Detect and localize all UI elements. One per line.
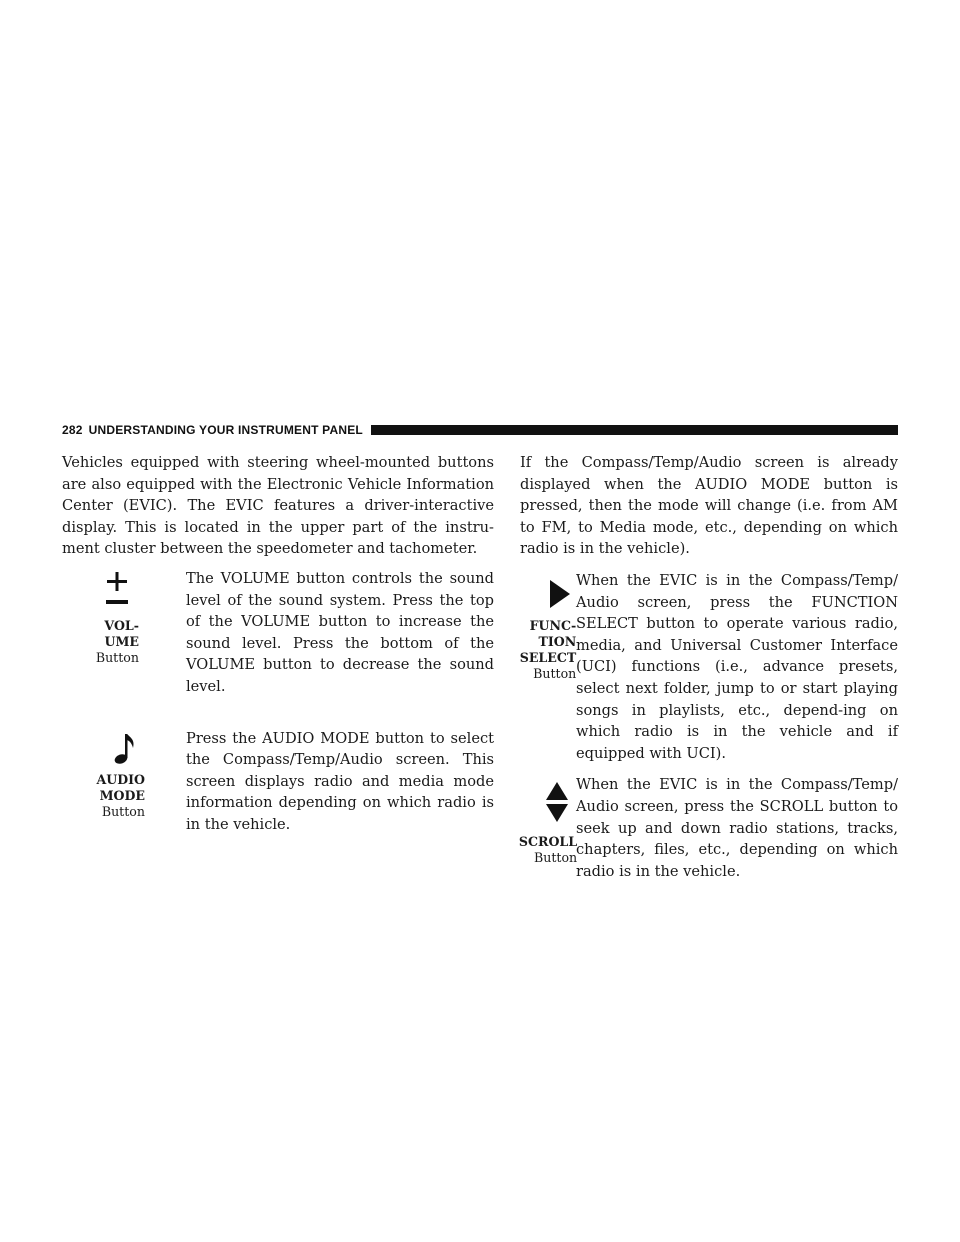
function-select-label-line4: Button	[533, 665, 577, 681]
function-select-label-line2: TION	[538, 633, 577, 649]
left-column	[62, 452, 494, 836]
header-rule	[371, 425, 898, 435]
audio-mode-icon-block	[62, 728, 172, 820]
volume-label-block	[91, 568, 139, 666]
scroll-label-line2: Button	[533, 850, 578, 866]
volume-description: The VOLUME button controls the sound level of the sound system. Press the top of the VOLUME button to increase the sound level. Press the bottom of the VOLUME button to decrease the sound level.	[186, 569, 494, 695]
section-title: UNDERSTANDING YOUR INSTRUMENT PANEL	[88, 423, 363, 437]
audio-mode-label-line1: AUDIO	[96, 771, 145, 787]
volume-icon-block	[62, 568, 168, 666]
volume-button-section	[62, 568, 494, 698]
function-select-label-line1: FUNC-	[529, 617, 577, 633]
function-select-label-line3: SELECT	[519, 649, 577, 665]
right-column	[520, 452, 898, 882]
plus-minus-icon	[95, 568, 139, 618]
function-select-description: When the EVIC is in the Compass/Temp/ Audio screen, press the FUNCTION SELECT button to operate various radio, media, and Universal Customer Interface (UCI) functions (i.e., advance presets, select next folder, jump to or start playing songs in playlists, etc., depend-ing on which radio is in the vehicle and if equipped with UCI).	[576, 571, 898, 762]
volume-label-line3: Button	[95, 649, 139, 665]
page-header	[62, 421, 898, 439]
audio-mode-description: Press the AUDIO MODE button to select the Compass/Temp/Audio screen. This screen displays radio and media mode information depending on which radio is in the vehicle.	[186, 729, 494, 833]
scroll-label-block	[519, 774, 577, 866]
audio-mode-label-block	[89, 728, 145, 820]
scroll-label-line1: SCROLL	[518, 834, 578, 850]
function-select-label-block	[520, 570, 577, 682]
volume-label-line1: VOL-	[104, 617, 139, 633]
page-number: 282	[62, 423, 83, 437]
scroll-description: When the EVIC is in the Compass/Temp/ Audio screen, press the SCROLL button to seek up and down radio stations, tracks, chapters, files, etc., depending on which radio is in the vehicle.	[576, 776, 898, 880]
intro-paragraph: Vehicles equipped with steering wheel-mounted buttons are also equipped with the Electronic Vehicle Information Center (EVIC). The EVIC features a driver-interactive display. This is located in the upper part of the instru-ment cluster between the speedometer and tachometer.	[62, 454, 494, 558]
audio-mode-section	[62, 728, 494, 836]
function-select-icon-block	[520, 570, 576, 682]
scroll-icon-block	[520, 774, 576, 866]
audio-mode-label-line3: Button	[101, 803, 145, 819]
audio-mode-label-line2: MODE	[99, 787, 145, 803]
scroll-section	[520, 774, 898, 882]
play-arrow-icon	[536, 570, 576, 618]
music-note-icon	[101, 728, 145, 772]
volume-label-line2: UME	[104, 633, 139, 649]
function-select-section	[520, 570, 898, 764]
audio-mode-change-paragraph: If the Compass/Temp/Audio screen is already displayed when the AUDIO MODE button is pressed, then the mode will change (i.e. from AM to FM, to Media mode, etc., depending on which radio is in the vehicle).	[520, 454, 898, 558]
up-down-arrows-icon	[537, 774, 577, 834]
